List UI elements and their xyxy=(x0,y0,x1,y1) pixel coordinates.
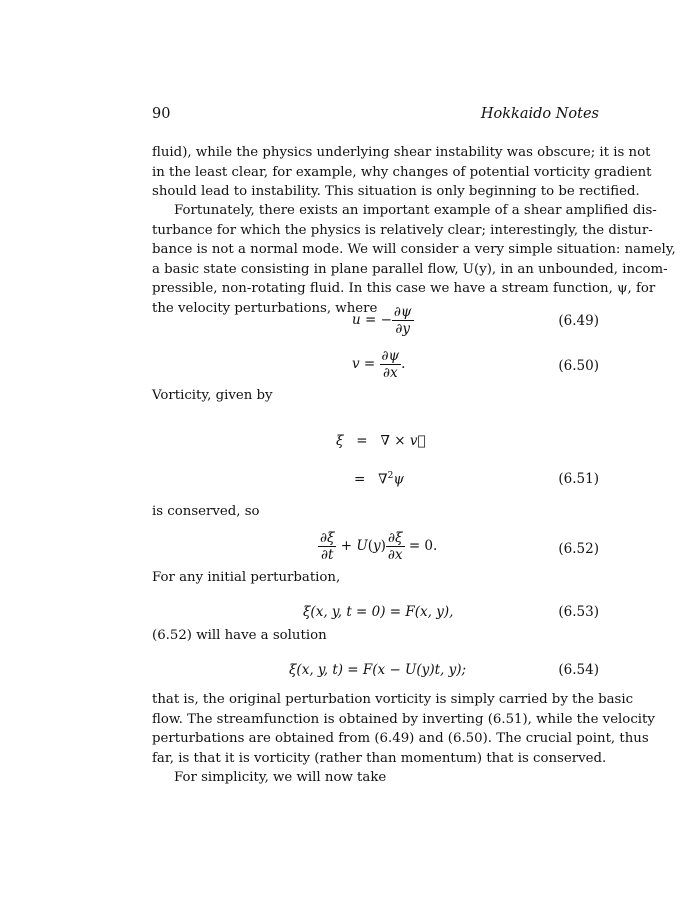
equation-number: (6.54) xyxy=(558,662,599,678)
paragraph-1 xyxy=(152,143,652,202)
equation-number: (6.50) xyxy=(558,358,599,374)
text-line: bance is not a normal mode. We will consider a very simple situation: namely, xyxy=(152,242,676,258)
text-line: Fortunately, there exists an important example of a shear amplified dis- xyxy=(174,203,657,218)
text-line: turbance for which the physics is relatively clear; interestingly, the distur- xyxy=(152,222,653,238)
equation-6-52: $\frac{\partial\xi}{\partial t}$ + U(y) $\frac{\partial\xi}{\partial x}$ = 0. xyxy=(320,530,438,563)
text-line: should lead to instability. This situation is only beginning to be rectified. xyxy=(152,184,640,200)
equation-6-51-line1: ξ = ∇ × v⃗ xyxy=(336,433,426,449)
equation-6-49: u = − $\frac{\partial\psi}{\partial y}$ xyxy=(352,304,412,337)
text-line: perturbations are obtained from (6.49) and (6.50). The crucial point, thus xyxy=(152,731,649,747)
text-line: far, is that it is vorticity (rather than momentum) that is conserved. xyxy=(152,750,607,766)
page-number: 90 xyxy=(152,106,171,122)
equation-number: (6.52) xyxy=(558,541,599,557)
equation-6-51-line2: = ∇$^2$ψ xyxy=(354,471,404,488)
equation-number: (6.53) xyxy=(558,604,599,620)
equation-number: (6.51) xyxy=(558,471,599,487)
text-will-have: (6.52) will have a solution xyxy=(152,628,327,643)
text-line: the velocity perturbations, where xyxy=(152,300,378,316)
text-vorticity-given-by: Vorticity, given by xyxy=(152,388,273,403)
text-line: a basic state consisting in plane parallel flow, U(y), in an unbounded, incom- xyxy=(152,261,668,277)
running-title: Hokkaido Notes xyxy=(480,106,599,122)
text-is-conserved: is conserved, so xyxy=(152,504,260,519)
text-line: flow. The streamfunction is obtained by inverting (6.51), while the velocity xyxy=(152,711,655,727)
equation-6-53: ξ(x, y, t = 0) = F(x, y), xyxy=(303,604,454,620)
text-line: in the least clear, for example, why changes of potential vorticity gradient xyxy=(152,164,652,180)
text-any-initial: For any initial perturbation, xyxy=(152,570,341,585)
text-line: pressible, non-rotating fluid. In this case we have a stream function, ψ, for xyxy=(152,281,656,297)
text-line: fluid), while the physics underlying shear instability was obscure; it is not xyxy=(152,145,651,160)
equation-6-50: v = $\frac{\partial\psi}{\partial x}$ . xyxy=(352,348,406,381)
paragraph-final xyxy=(152,690,655,788)
equation-number: (6.49) xyxy=(558,313,599,329)
paragraph-2 xyxy=(152,201,676,319)
equation-6-54: ξ(x, y, t) = F(x − U(y)t, y); xyxy=(289,662,467,678)
text-line: that is, the original perturbation vorticity is simply carried by the basic xyxy=(152,692,634,707)
text-line: For simplicity, we will now take xyxy=(174,770,387,786)
